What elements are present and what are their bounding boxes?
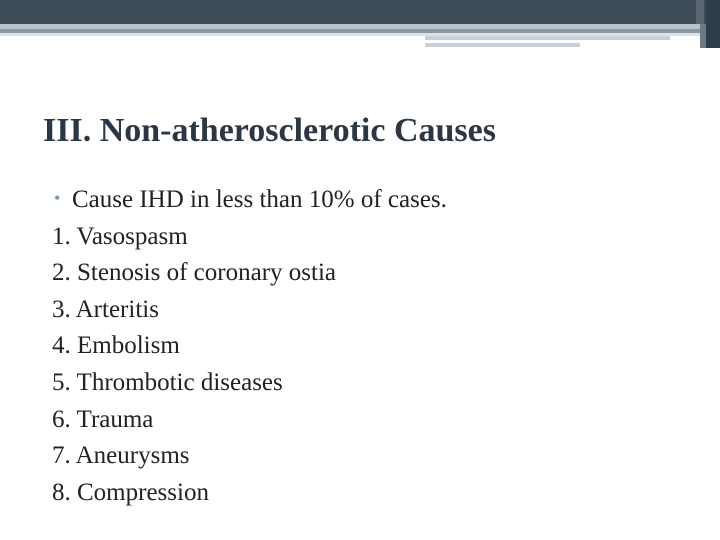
header-accent-line [425,36,670,40]
slide-title: III. Non-atherosclerotic Causes [43,112,496,149]
header-corner-block [706,0,720,48]
list-item: 2. Stenosis of coronary ostia [52,259,336,287]
header-accent-line [425,43,580,47]
header-banner [0,0,720,24]
slide-body [52,180,445,511]
list-item: 7. Aneurysms [52,442,190,470]
list-item: 4. Embolism [52,332,180,360]
list-item: 8. Compression [52,478,209,506]
list-item: 6. Trauma [52,405,154,433]
bullet-icon: • [54,188,61,208]
bullet-point [54,180,447,219]
header-corner-block [696,0,704,24]
list-item: 1. Vasospasm [52,222,188,250]
list-item: 3. Arteritis [52,295,159,323]
list-item: 5. Thrombotic diseases [52,368,283,396]
bullet-text: Cause IHD in less than 10% of cases. [72,186,447,213]
